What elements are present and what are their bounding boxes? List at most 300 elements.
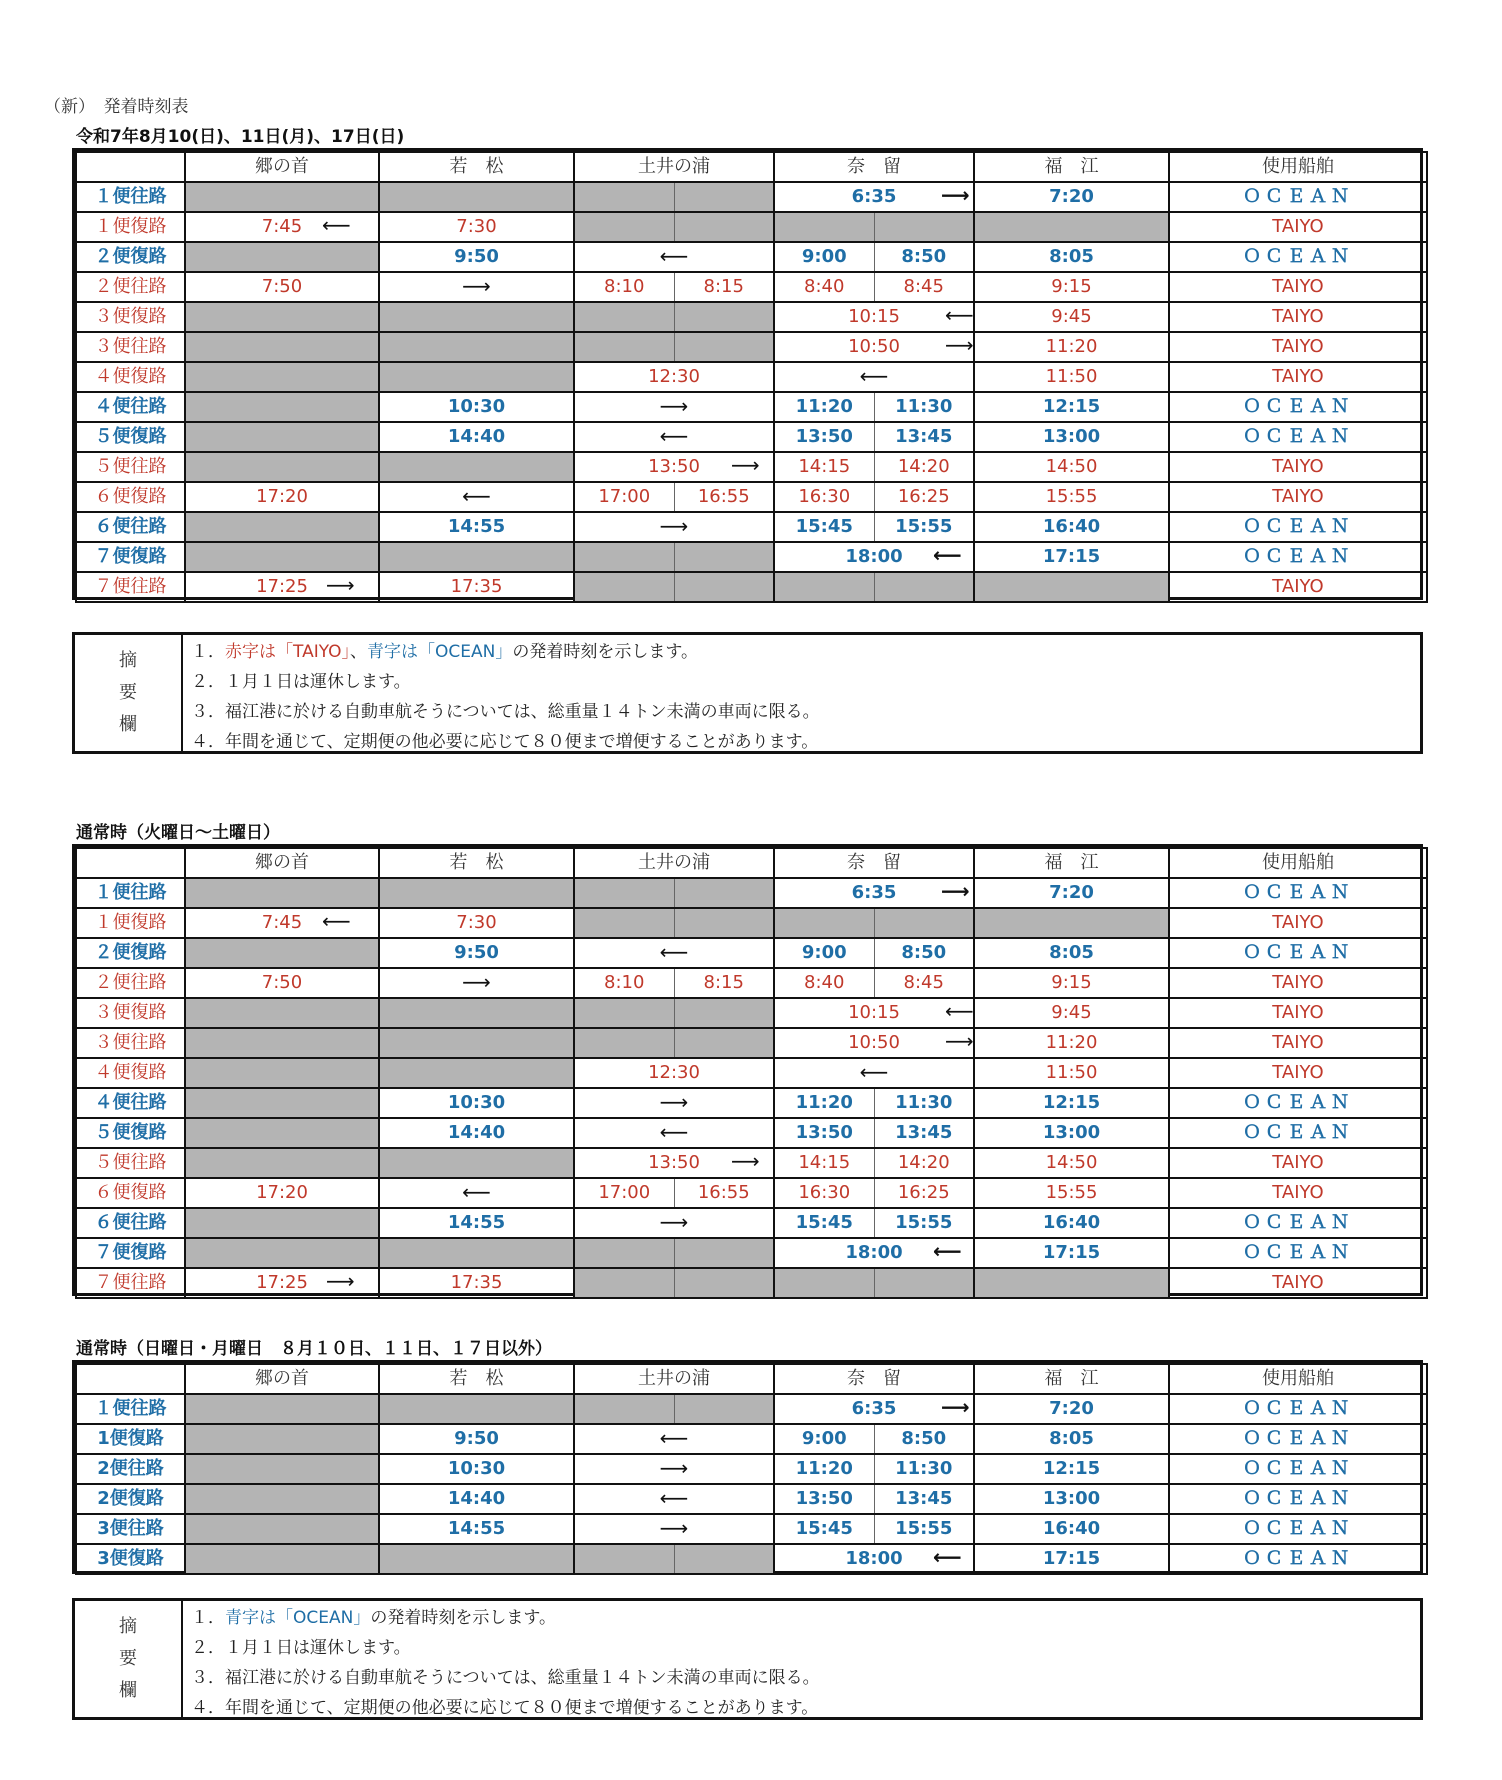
arrow-right-icon: ⟶ (659, 1516, 689, 1540)
row-label: ５便往路 (76, 452, 185, 482)
table-cell: ⟶ 7:20 (974, 1394, 1169, 1424)
table-row (76, 1058, 1427, 1088)
empty-cell (185, 1394, 379, 1424)
arrow-right-icon: ⟶ (731, 453, 760, 477)
table-row (76, 938, 1427, 968)
table-cell: ６便往路 (76, 1208, 185, 1238)
empty-cell (974, 1268, 1169, 1298)
arrow-left-icon: ⟵ (859, 364, 889, 388)
empty-cell (574, 542, 674, 572)
note-line-4: ４．年間を通じて、定期便の他必要に応じて８０便まで増便することがあります。 (191, 732, 819, 752)
arrow-left-icon: ⟵ (462, 484, 491, 508)
arrow-cell (379, 272, 574, 302)
table-cell: ⟶ 17:35 (379, 572, 574, 602)
table-cell: ５便往路 (76, 1148, 185, 1178)
notes-label: 摘 要 欄 (75, 1601, 183, 1717)
arrow-left-icon: ⟵ (659, 424, 689, 448)
time-cell: 17:20 (185, 482, 379, 512)
note-line-2: ２．１月１日は運休します。 (191, 1638, 411, 1658)
table-cell: ７便往路 (76, 1268, 185, 1298)
table-cell: 奈 留 (774, 848, 974, 878)
empty-cell (674, 572, 774, 602)
arrow-right-icon: ⟶ (941, 183, 970, 207)
empty-cell (185, 542, 379, 572)
table-row (76, 302, 1427, 332)
header-row (76, 1364, 1427, 1394)
empty-cell (974, 572, 1169, 602)
table-cell: 7:45 (185, 908, 379, 938)
table-cell: 11:30 (874, 1454, 974, 1484)
empty-cell (674, 1028, 774, 1058)
table-cell: 13:45 (874, 1118, 974, 1148)
empty-cell (874, 908, 974, 938)
table-cell: ⟶ 14:15 (774, 452, 874, 482)
table-cell: TAIYO (1169, 968, 1427, 998)
ship-cell: TAIYO (1169, 332, 1427, 362)
time-cell: 8:45 (874, 272, 974, 302)
header-row (76, 848, 1427, 878)
table-cell: 福 江 (974, 848, 1169, 878)
note-line-1: １．赤字は「TAIYO」、青字は「OCEAN」の発着時刻を示します。 (191, 642, 699, 662)
table-cell: ⟵ 9:45 (974, 302, 1169, 332)
time-cell: 15:55 (974, 482, 1169, 512)
table-cell: ２便復路 (76, 938, 185, 968)
time-cell: 16:55 (674, 482, 774, 512)
arrow-right-icon: ⟶ (659, 394, 689, 418)
col-gonokubi: 郷の首 (185, 152, 379, 182)
empty-cell (574, 302, 674, 332)
table-cell: 9:00 (774, 938, 874, 968)
ship-cell: TAIYO (1169, 212, 1427, 242)
table-cell (574, 1088, 774, 1118)
table-cell: 8:45 (874, 968, 974, 998)
table-cell: ＯＣＥＡＮ (1169, 878, 1427, 908)
table-row (76, 1268, 1427, 1298)
arrow-left-icon: ⟵ (945, 999, 974, 1023)
table-row (76, 1238, 1427, 1268)
empty-cell (185, 422, 379, 452)
table-cell: 15:55 (974, 1178, 1169, 1208)
table-cell: 郷の首 (185, 1364, 379, 1394)
empty-cell (185, 452, 379, 482)
table-row (76, 1484, 1427, 1514)
table-cell: TAIYO (1169, 1268, 1427, 1298)
table-cell: ＯＣＥＡＮ (1169, 1454, 1427, 1484)
time-cell: 15:45 (774, 512, 874, 542)
time-cell: 8:50 (874, 242, 974, 272)
empty-cell (574, 1544, 674, 1574)
time-cell: 13:45 (874, 422, 974, 452)
table-cell (574, 1424, 774, 1454)
table-cell: 土井の浦 (574, 1364, 774, 1394)
table-cell: 14:20 (874, 1148, 974, 1178)
empty-cell (574, 908, 674, 938)
table-cell: 14:50 (974, 1148, 1169, 1178)
empty-cell (574, 572, 674, 602)
table-cell: 12:30 (574, 1058, 774, 1088)
ship-cell: TAIYO (1169, 452, 1427, 482)
time-cell: 17:25 (185, 572, 379, 602)
arrow-right-icon: ⟶ (659, 1090, 689, 1114)
empty-cell (574, 878, 674, 908)
table-cell: 8:10 (574, 968, 674, 998)
arrow-right-icon: ⟶ (659, 514, 689, 538)
row-label: ２便復路 (76, 242, 185, 272)
table-row (76, 1514, 1427, 1544)
col-ship: 使用船舶 (1169, 152, 1427, 182)
arrow-left-icon: ⟵ (322, 909, 351, 933)
table-row (76, 968, 1427, 998)
arrow-right-icon: ⟶ (326, 1269, 355, 1293)
table-cell: 15:45 (774, 1208, 874, 1238)
time-cell: 13:50 (574, 452, 774, 482)
time-cell: 9:00 (774, 242, 874, 272)
empty-cell (379, 1058, 574, 1088)
time-cell: 16:25 (874, 482, 974, 512)
time-cell: 11:30 (874, 392, 974, 422)
table-cell: ⟶ 11:20 (974, 1028, 1169, 1058)
time-cell: 12:30 (574, 362, 774, 392)
ship-cell: ＯＣＥＡＮ (1169, 542, 1427, 572)
table-cell (774, 1058, 974, 1088)
row-label: ４便復路 (76, 362, 185, 392)
row-label: ６便往路 (76, 512, 185, 542)
table-cell: 13:50 (774, 1118, 874, 1148)
table-row (76, 182, 1427, 212)
table-cell: 16:40 (974, 1514, 1169, 1544)
table-cell: 使用船舶 (1169, 848, 1427, 878)
arrow-cell (774, 362, 974, 392)
time-cell: 14:50 (974, 452, 1169, 482)
col-doinoura: 土井の浦 (574, 152, 774, 182)
empty-cell (185, 242, 379, 272)
table-cell: ⟵ 17:15 (974, 542, 1169, 572)
row-label: １便往路 (76, 182, 185, 212)
arrow-left-icon: ⟵ (659, 940, 689, 964)
table-cell: TAIYO (1169, 1058, 1427, 1088)
ship-cell: ＯＣＥＡＮ (1169, 392, 1427, 422)
table-cell: 11:20 (774, 1454, 874, 1484)
empty-cell (185, 182, 379, 212)
table-row (76, 242, 1427, 272)
ship-cell: TAIYO (1169, 272, 1427, 302)
table-cell: ５便復路 (76, 1118, 185, 1148)
table-cell: TAIYO (1169, 1148, 1427, 1178)
table-row (76, 998, 1427, 1028)
table-cell: 17:25 (185, 1268, 379, 1298)
table-cell: 土井の浦 (574, 848, 774, 878)
empty-cell (185, 878, 379, 908)
time-cell: 10:15 (774, 302, 974, 332)
time-cell: 11:20 (774, 392, 874, 422)
table-row (76, 392, 1427, 422)
arrow-right-icon: ⟶ (941, 879, 970, 903)
table-cell: ７便復路 (76, 1238, 185, 1268)
table-cell: ＯＣＥＡＮ (1169, 1394, 1427, 1424)
table-cell: 15:55 (874, 1514, 974, 1544)
table-cell: 8:05 (974, 938, 1169, 968)
empty-cell (185, 1118, 379, 1148)
note-line-3: ３．福江港に於ける自動車航そうについては、総重量１４トン未満の車両に限る。 (191, 702, 820, 722)
table-cell: 奈 留 (774, 1364, 974, 1394)
time-cell: 6:35 (774, 182, 974, 212)
row-label: ３便往路 (76, 332, 185, 362)
empty-cell (185, 302, 379, 332)
time-cell: 14:55 (379, 512, 574, 542)
time-cell: 10:50 (774, 332, 974, 362)
table-row (76, 1178, 1427, 1208)
empty-cell (674, 1544, 774, 1574)
empty-cell (379, 302, 574, 332)
table-cell: 6:35 (774, 1394, 974, 1424)
empty-cell (974, 212, 1169, 242)
table-row (76, 362, 1427, 392)
table-row (76, 1454, 1427, 1484)
empty-cell (574, 212, 674, 242)
notes-label: 摘 要 欄 (75, 635, 183, 751)
arrow-cell (574, 242, 774, 272)
arrow-cell (574, 422, 774, 452)
arrow-left-icon: ⟵ (945, 303, 974, 327)
arrow-left-icon: ⟵ (659, 1120, 689, 1144)
table-cell: ⟶ 17:35 (379, 1268, 574, 1298)
arrow-right-icon: ⟶ (659, 1456, 689, 1480)
arrow-right-icon: ⟶ (945, 1029, 974, 1053)
empty-cell (185, 1148, 379, 1178)
table-cell: 15:45 (774, 1514, 874, 1544)
arrow-left-icon: ⟵ (462, 1180, 491, 1204)
table-cell: ⟶ 14:15 (774, 1148, 874, 1178)
ship-cell: TAIYO (1169, 302, 1427, 332)
empty-cell (185, 1514, 379, 1544)
table-cell: 16:40 (974, 1208, 1169, 1238)
table-cell: 8:05 (974, 1424, 1169, 1454)
col-naru: 奈 留 (774, 152, 974, 182)
ship-cell: ＯＣＥＡＮ (1169, 512, 1427, 542)
notes-box (72, 632, 1423, 754)
table-cell: 14:55 (379, 1514, 574, 1544)
empty-cell (674, 998, 774, 1028)
table-cell: 福 江 (974, 1364, 1169, 1394)
empty-cell (674, 1394, 774, 1424)
empty-cell (379, 1544, 574, 1574)
table-cell: 13:00 (974, 1118, 1169, 1148)
time-cell: 12:15 (974, 392, 1169, 422)
table-cell: 7:50 (185, 968, 379, 998)
col-fukue: 福 江 (974, 152, 1169, 182)
row-label: ３便復路 (76, 302, 185, 332)
arrow-right-icon: ⟶ (731, 1149, 760, 1173)
table-cell: 13:50 (774, 1484, 874, 1514)
time-cell: 13:00 (974, 422, 1169, 452)
arrow-right-icon: ⟶ (462, 274, 491, 298)
arrow-cell (574, 392, 774, 422)
empty-cell (674, 1238, 774, 1268)
arrow-right-icon: ⟶ (462, 970, 491, 994)
col-wakamatsu: 若 松 (379, 152, 574, 182)
timetable-special (72, 148, 1423, 600)
arrow-right-icon: ⟶ (659, 1210, 689, 1234)
empty-cell (379, 998, 574, 1028)
empty-cell (379, 362, 574, 392)
table-cell: 10:30 (379, 1454, 574, 1484)
table-cell: 9:50 (379, 1424, 574, 1454)
time-cell: 16:30 (774, 482, 874, 512)
time-cell: 7:45 (185, 212, 379, 242)
note-line-4: ４．年間を通じて、定期便の他必要に応じて８０便まで増便することがあります。 (191, 1698, 819, 1718)
empty-cell (185, 1208, 379, 1238)
table-cell: ４便往路 (76, 1088, 185, 1118)
time-cell: 8:10 (574, 272, 674, 302)
arrow-left-icon: ⟵ (322, 213, 351, 237)
table-cell: 18:00 (774, 1238, 974, 1268)
document-header: （新） 発着時刻表 (44, 97, 189, 117)
empty-cell (379, 332, 574, 362)
table-cell: TAIYO (1169, 908, 1427, 938)
table-cell: ⟵ 7:30 (379, 908, 574, 938)
table-cell: ＯＣＥＡＮ (1169, 1484, 1427, 1514)
table-cell: TAIYO (1169, 1178, 1427, 1208)
table-cell: ＯＣＥＡＮ (1169, 1238, 1427, 1268)
empty-cell (574, 1238, 674, 1268)
table-cell: ＯＣＥＡＮ (1169, 938, 1427, 968)
time-cell: ⟵ 7:30 (379, 212, 574, 242)
table-cell: ⟶ 7:20 (974, 878, 1169, 908)
table-cell: 14:40 (379, 1484, 574, 1514)
empty-cell (185, 1058, 379, 1088)
empty-cell (574, 1268, 674, 1298)
table-row (76, 878, 1427, 908)
time-cell: 8:40 (774, 272, 874, 302)
empty-cell (774, 1268, 874, 1298)
table-row (76, 482, 1427, 512)
empty-cell (379, 542, 574, 572)
empty-cell (185, 1424, 379, 1454)
table-cell (574, 1208, 774, 1238)
ship-cell: TAIYO (1169, 572, 1427, 602)
table-cell: ６便復路 (76, 1178, 185, 1208)
table-row (76, 1208, 1427, 1238)
time-cell: 10:30 (379, 392, 574, 422)
empty-cell (874, 1268, 974, 1298)
table-cell: 10:50 (774, 1028, 974, 1058)
empty-cell (574, 332, 674, 362)
row-label: ４便往路 (76, 392, 185, 422)
table-cell: 10:15 (774, 998, 974, 1028)
table-cell (379, 968, 574, 998)
note-line-1: １．青字は「OCEAN」の発着時刻を示します。 (191, 1608, 556, 1628)
empty-cell (874, 572, 974, 602)
table-cell: ＯＣＥＡＮ (1169, 1424, 1427, 1454)
table-cell: ＯＣＥＡＮ (1169, 1544, 1427, 1574)
empty-cell (774, 908, 874, 938)
table-cell: ⟵ 17:15 (974, 1544, 1169, 1574)
table-cell: 8:50 (874, 938, 974, 968)
row-label: ７便復路 (76, 542, 185, 572)
table-cell: 14:40 (379, 1118, 574, 1148)
arrow-left-icon: ⟵ (933, 1239, 962, 1263)
table-cell: 若 松 (379, 848, 574, 878)
table-row (76, 1394, 1427, 1424)
row-label: ５便復路 (76, 422, 185, 452)
table-cell: 3便復路 (76, 1544, 185, 1574)
empty-cell (674, 332, 774, 362)
table-cell: 16:25 (874, 1178, 974, 1208)
empty-cell (574, 182, 674, 212)
row-label: ６便復路 (76, 482, 185, 512)
table-row (76, 1118, 1427, 1148)
empty-cell (674, 182, 774, 212)
table-cell: 12:15 (974, 1088, 1169, 1118)
empty-cell (574, 998, 674, 1028)
arrow-cell (574, 512, 774, 542)
section-title-weekday: 通常時（火曜日～土曜日） (76, 823, 280, 843)
ship-cell: ＯＣＥＡＮ (1169, 242, 1427, 272)
empty-cell (185, 362, 379, 392)
empty-cell (185, 1028, 379, 1058)
table-cell: ＯＣＥＡＮ (1169, 1208, 1427, 1238)
time-cell: 8:15 (674, 272, 774, 302)
note-line-3: ３．福江港に於ける自動車航そうについては、総重量１４トン未満の車両に限る。 (191, 1668, 820, 1688)
ship-cell: ＯＣＥＡＮ (1169, 422, 1427, 452)
time-cell: 11:50 (974, 362, 1169, 392)
table-cell: 18:00 (774, 1544, 974, 1574)
table-cell: 16:30 (774, 1178, 874, 1208)
table-row (76, 572, 1427, 602)
table-cell (574, 1484, 774, 1514)
note-line-2: ２．１月１日は運休します。 (191, 672, 411, 692)
row-label: ２便往路 (76, 272, 185, 302)
table-cell: 8:40 (774, 968, 874, 998)
table-row (76, 1544, 1427, 1574)
table-cell: ＯＣＥＡＮ (1169, 1514, 1427, 1544)
table-cell: 8:15 (674, 968, 774, 998)
time-cell: 15:55 (874, 512, 974, 542)
empty-cell (574, 1394, 674, 1424)
table-cell: 2便往路 (76, 1454, 185, 1484)
arrow-right-icon: ⟶ (941, 1395, 970, 1419)
arrow-left-icon: ⟵ (659, 1486, 689, 1510)
table-cell (574, 1118, 774, 1148)
empty-cell (185, 998, 379, 1028)
time-cell: 17:00 (574, 482, 674, 512)
table-row (76, 512, 1427, 542)
table-cell: １便往路 (76, 1394, 185, 1424)
table-row (76, 542, 1427, 572)
empty-cell (874, 212, 974, 242)
empty-cell (379, 1238, 574, 1268)
table-row (76, 212, 1427, 242)
table-cell: 17:20 (185, 1178, 379, 1208)
table-cell: １便往路 (76, 878, 185, 908)
table-cell: 9:50 (379, 938, 574, 968)
table-cell: 8:50 (874, 1424, 974, 1454)
table-cell: ２便往路 (76, 968, 185, 998)
empty-cell (674, 1268, 774, 1298)
empty-cell (185, 1484, 379, 1514)
table-cell: ⟵ 9:45 (974, 998, 1169, 1028)
table-cell: 11:30 (874, 1088, 974, 1118)
arrow-right-icon: ⟶ (945, 333, 974, 357)
empty-cell (674, 212, 774, 242)
table-cell: 使用船舶 (1169, 1364, 1427, 1394)
empty-cell (185, 1454, 379, 1484)
table-cell: ３便復路 (76, 998, 185, 1028)
time-cell: 7:50 (185, 272, 379, 302)
table-cell: 10:30 (379, 1088, 574, 1118)
table-cell: 2便復路 (76, 1484, 185, 1514)
arrow-left-icon: ⟵ (659, 244, 689, 268)
